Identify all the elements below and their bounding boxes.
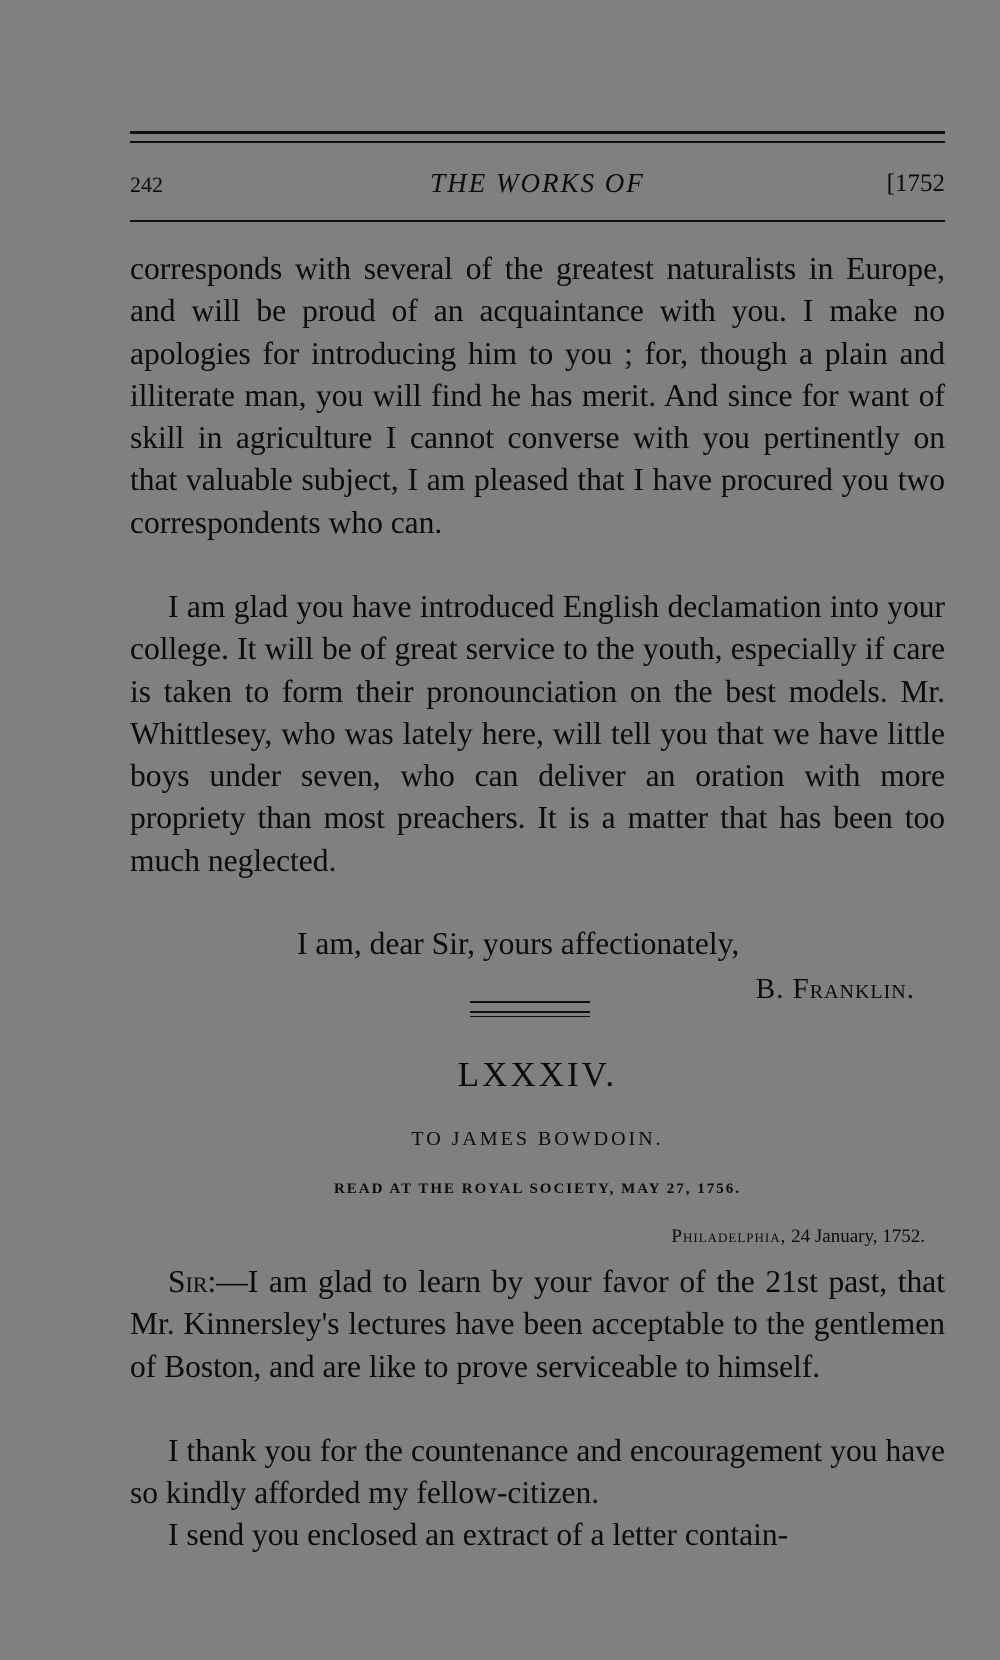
section-separator-rule [470,1001,590,1003]
dateline-date: 24 January, 1752. [791,1226,925,1247]
head-rule [130,220,945,222]
running-year: [1752 [886,170,945,197]
page-number: 242 [130,172,163,197]
top-rule-thick [130,131,945,134]
royal-society-note: READ AT THE ROYAL SOCIETY, MAY 27, 1756. [333,1181,742,1197]
section-separator-rule [470,1016,590,1017]
letter-signature: B. Franklin. [755,973,915,1005]
book-page [130,0,945,1660]
letter-number-heading: LXXXIV. [457,1055,618,1094]
letter-paragraph-1 [130,1261,945,1388]
dateline-place: Philadelphia, [671,1226,787,1247]
letter-paragraph-2: I thank you for the countenance and encouragement you have so kindly afforded my fellow-citizen. [130,1433,945,1511]
section-separator-rule [470,1011,590,1013]
letter-paragraph-1-text: :—I am glad to learn by your favor of the 21st past, that Mr. Kinnersley's lectures have been acceptable to the gentlemen of Boston, and are like to prove serviceable to himself. [130,1264,945,1384]
running-head [130,168,945,202]
top-rule-thin [130,141,945,143]
letter-dateline [671,1226,925,1248]
salutation: Sir [168,1264,208,1299]
declamation-paragraph: I am glad you have introduced English declamation into your college. It will be of great service to the youth, especially if care is taken to form their pronounciation on the best models. Mr. Whittlesey, who was lately here, will tell you that we have little boys under seven, who can deliver an oration with more propriety than most preachers. It is a matter that has been too much neglected. [130,589,945,878]
letter-recipient: TO JAMES BOWDOIN. [411,1128,664,1150]
letter-closing: I am, dear Sir, yours affectionately, [297,926,740,961]
running-title: THE WORKS OF [430,168,645,198]
letter-paragraph-3: I send you enclosed an extract of a letter contain- [168,1517,789,1552]
continued-paragraph: corresponds with several of the greatest naturalists in Europe, and will be proud of an acquaintance with you. I make no apologies for introducing him to you ; for, though a plain and illiterate man, you will find he has merit. And since for want of skill in agriculture I cannot converse with you pertinently on that valuable subject, I am pleased that I have procured you two correspondents who can. [130,251,945,540]
